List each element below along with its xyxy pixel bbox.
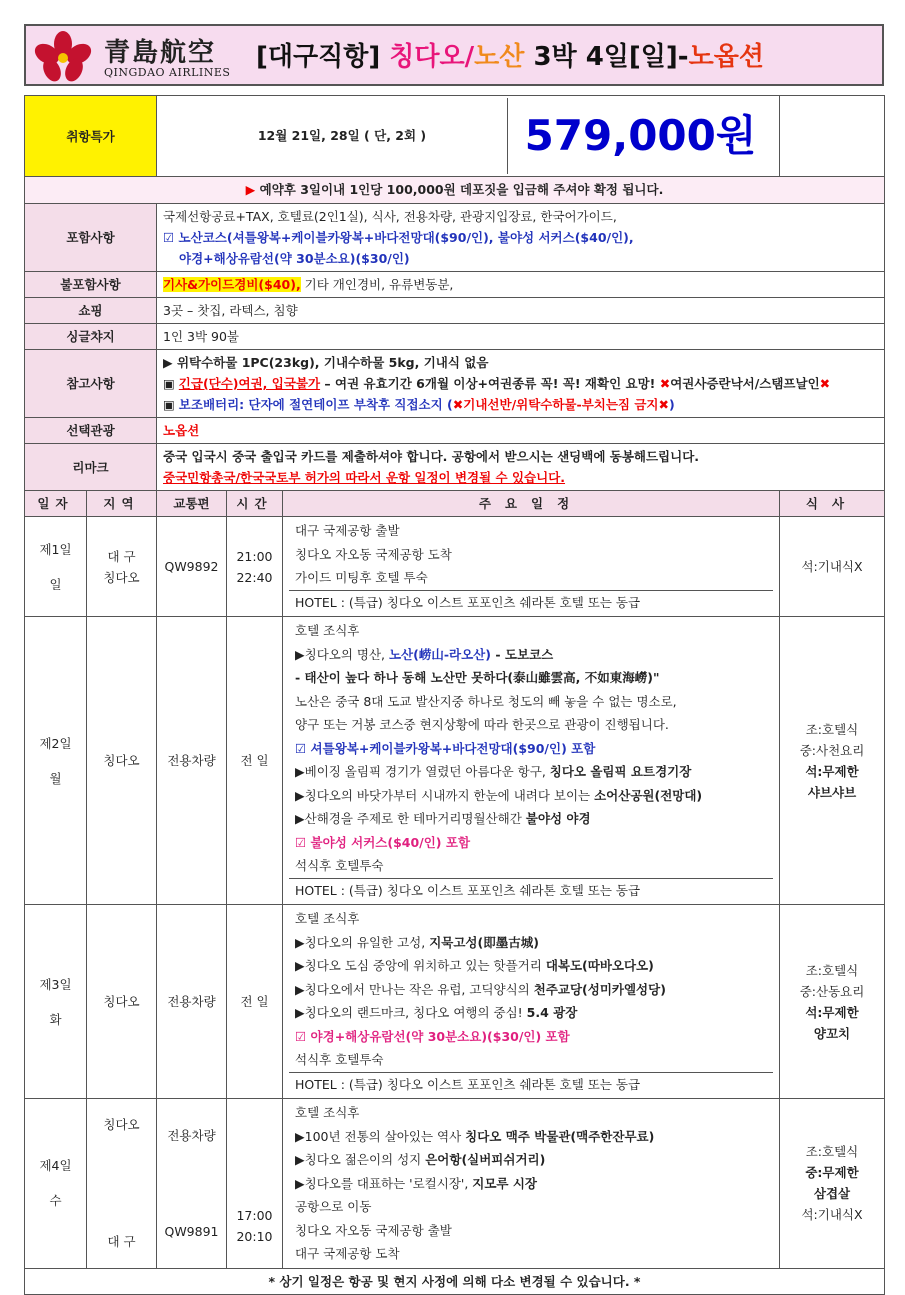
included-label: 포함사항 bbox=[25, 204, 157, 272]
col-date: 일자 bbox=[25, 491, 87, 517]
col-transport: 교통편 bbox=[157, 491, 227, 517]
schedule-line: ▶칭다오에서 만나는 작은 유럽, 고딕양식의 천주교당(성미카엘성당) bbox=[295, 981, 666, 997]
page-title: [대구직항] 칭다오/노산 3박 4일[일]-노옵션 bbox=[256, 42, 764, 72]
footer-row bbox=[25, 1268, 885, 1294]
reference-label: 참고사항 bbox=[25, 350, 157, 418]
x-mark-icon: ✖ bbox=[658, 397, 669, 412]
special-label: 취항특가 bbox=[25, 96, 157, 177]
remark-line-1: 중국 입국시 중국 출입국 카드를 제출하셔야 합니다. 공항에서 받으시는 샌딩백에 동봉해드립니다. bbox=[163, 449, 700, 464]
transport: QW9892 bbox=[157, 517, 227, 617]
included-line-3: 야경+해상유람선(약 30분소요)($30/인) bbox=[179, 251, 410, 266]
weekday-label: 일 bbox=[49, 576, 62, 592]
time: 17:00 bbox=[236, 1208, 273, 1224]
schedule-line: 양구 또는 거봉 코스중 현지상황에 따라 한곳으로 관광이 진행됩니다. bbox=[295, 717, 669, 732]
schedule-line: 석식후 호텔투숙 bbox=[295, 858, 384, 873]
day-2-row bbox=[25, 617, 885, 905]
transport: 전용차량 bbox=[157, 617, 227, 905]
schedule-line: ☑ 야경+해상유람선(약 30분소요)($30/인) 포함 bbox=[295, 1028, 570, 1044]
day-label: 제3일 bbox=[39, 976, 72, 992]
schedule-line: - 태산이 높다 하나 동해 노산만 못하다(泰山雖雲高, 不如東海嶗)" bbox=[295, 670, 660, 685]
schedule-line: ☑ 셔틀왕복+케이블카왕복+바다전망대($90/인) 포함 bbox=[295, 740, 596, 756]
schedule-line: ▶베이징 올림픽 경기가 열렸던 아름다운 항구, 칭다오 올림픽 요트경기장 bbox=[295, 764, 692, 779]
excluded-rest: 기타 개인경비, 유류변동분, bbox=[300, 277, 454, 292]
shopping-value: 3곳 – 찻집, 라텍스, 침향 bbox=[157, 298, 885, 324]
remark-line-2: 중국민항총국/한국국토부 허가의 따라서 운항 일정이 변경될 수 있습니다. bbox=[163, 470, 566, 485]
schedule-line: 호텔 조식후 bbox=[295, 1105, 360, 1120]
day-label: 제1일 bbox=[39, 541, 72, 557]
region: 칭다오 bbox=[87, 905, 157, 1099]
schedule-line: 칭다오 자오동 국제공항 출발 bbox=[295, 1222, 452, 1238]
optional-tour-label: 선택관광 bbox=[25, 418, 157, 444]
transport: 전용차량 bbox=[167, 1127, 216, 1143]
deposit-notice: 예약후 3일이내 1인당 100,000원 데포짓을 입금해 주셔야 확정 됩니다. bbox=[255, 182, 664, 197]
region: 칭다오 bbox=[103, 569, 140, 585]
weekday-label: 화 bbox=[49, 1011, 62, 1027]
included-line-2: ☑ 노산코스(셔틀왕복+케이블카왕복+바다전망대($90/인), 불야성 서커스($40/인), bbox=[163, 230, 634, 245]
time: 20:10 bbox=[236, 1229, 273, 1245]
region: 칭다오 bbox=[103, 1117, 140, 1133]
single-charge-label: 싱글챠지 bbox=[25, 324, 157, 350]
transport: 전용차량 bbox=[157, 905, 227, 1099]
region: 대 구 bbox=[107, 548, 136, 564]
schedule-line: 호텔 조식후 bbox=[295, 623, 360, 638]
guide-fee: 기사&가이드경비($40), bbox=[163, 277, 301, 292]
deposit-notice-row: ▶ 예약후 3일이내 1인당 100,000원 데포짓을 입금해 주셔야 확정 됩니다. bbox=[25, 177, 885, 204]
meal: 조:호텔식 중:사천요리 석:무제한 샤브샤브 bbox=[780, 617, 885, 905]
included-line-1: 국제선항공료+TAX, 호텔료(2인1실), 식사, 전용차량, 관광지입장료, 한국어가이드, bbox=[163, 209, 617, 224]
transport: QW9891 bbox=[164, 1223, 219, 1239]
excluded-label: 불포함사항 bbox=[25, 272, 157, 298]
col-time: 시간 bbox=[227, 491, 283, 517]
reference-line-3: ▣ 보조배터리: 단자에 절연테이프 부착후 직접소지 (✖기내선반/위탁수하물-부치는짐 금지✖) bbox=[163, 397, 675, 412]
remark-label: 리마크 bbox=[25, 444, 157, 491]
schedule-line: 대구 국제공항 출발 bbox=[295, 523, 400, 538]
time: 전 일 bbox=[227, 905, 283, 1099]
reference-row bbox=[25, 350, 885, 418]
day-label: 제4일 bbox=[39, 1158, 72, 1174]
meal: 석:기내식X bbox=[780, 517, 885, 617]
schedule-line: ▶칭다오 젊은이의 성지 은어항(실버피쉬거리) bbox=[295, 1152, 546, 1167]
schedule-line: ▶칭다오의 바닷가부터 시내까지 한눈에 내려다 보이는 소어산공원(전망대) bbox=[295, 787, 703, 803]
schedule-line: 호텔 조식후 bbox=[295, 911, 360, 926]
meal: 조:호텔식 중:산동요리 석:무제한 양꼬치 bbox=[780, 905, 885, 1099]
airline-logo bbox=[32, 30, 242, 82]
meal: 조:호텔식 중:무제한 삼겹살 석:기내식X bbox=[780, 1099, 885, 1269]
header-banner bbox=[24, 24, 884, 86]
weekday-label: 수 bbox=[49, 1193, 62, 1209]
weekday-label: 월 bbox=[49, 770, 62, 786]
schedule-line: 노산은 중국 8대 도교 발산지중 하나로 청도의 빼 놓을 수 없는 명소로, bbox=[295, 693, 677, 709]
included-row bbox=[25, 204, 885, 272]
shopping-label: 쇼핑 bbox=[25, 298, 157, 324]
schedule-line: ▶칭다오를 대표하는 '로컬시장', 지모루 시장 bbox=[295, 1175, 538, 1191]
day-4-row bbox=[25, 1099, 885, 1269]
x-mark-icon: ✖ bbox=[819, 376, 831, 391]
schedule-line: ▶칭다오 도심 중앙에 위치하고 있는 핫플거리 대복도(따바오다오) bbox=[295, 958, 654, 973]
schedule-line: ▶산해경을 주제로 한 테마거리명월산해간 불야성 야경 bbox=[295, 811, 591, 826]
optional-tour-value: 노옵션 bbox=[157, 418, 885, 444]
time: 전 일 bbox=[227, 617, 283, 905]
schedule-line: ▶100년 전통의 살아있는 역사 칭다오 맥주 박물관(맥주한잔무료) bbox=[295, 1128, 655, 1144]
flower-logo-icon bbox=[32, 30, 94, 82]
single-charge-value: 1인 3박 90불 bbox=[157, 324, 885, 350]
logo-english-text: QINGDAO AIRLINES bbox=[104, 66, 231, 79]
x-mark-icon: ✖ bbox=[659, 376, 671, 391]
hotel-line: HOTEL : (특급) 칭다오 이스트 포포인츠 쉐라톤 호텔 또는 동급 bbox=[289, 590, 773, 615]
excluded-row bbox=[25, 272, 885, 298]
shopping-row bbox=[25, 298, 885, 324]
col-meal: 식사 bbox=[780, 491, 885, 517]
x-mark-icon: ✖ bbox=[452, 397, 464, 412]
col-region: 지역 bbox=[87, 491, 157, 517]
day-3-row bbox=[25, 905, 885, 1099]
logo-chinese-text: 青島航空 bbox=[104, 38, 217, 68]
schedule-line: ▶칭다오의 유일한 고성, 지묵고성(即墨古城) bbox=[295, 934, 539, 950]
remark-row bbox=[25, 444, 885, 491]
single-charge-row bbox=[25, 324, 885, 350]
schedule-line: 가이드 미팅후 호텔 투숙 bbox=[295, 570, 428, 585]
hotel-line: HOTEL : (특급) 칭다오 이스트 포포인츠 쉐라톤 호텔 또는 동급 bbox=[289, 1072, 773, 1097]
region: 대 구 bbox=[107, 1234, 136, 1250]
departure-dates: 12월 21일, 28일 ( 단, 2회 ) 579,000원 bbox=[157, 96, 780, 177]
schedule-line: ▶칭다오의 명산, 노산(崂山-라오산) - 도보코스 bbox=[295, 646, 554, 662]
schedule-line: ▶칭다오의 랜드마크, 칭다오 여행의 중심! 5.4 광장 bbox=[295, 1005, 578, 1020]
day-label: 제2일 bbox=[39, 735, 72, 751]
hotel-line: HOTEL : (특급) 칭다오 이스트 포포인츠 쉐라톤 호텔 또는 동급 bbox=[289, 878, 773, 903]
schedule-line: ☑ 불야성 서커스($40/인) 포함 bbox=[295, 834, 471, 850]
region: 칭다오 bbox=[87, 617, 157, 905]
schedule-line: 공항으로 이동 bbox=[295, 1199, 372, 1214]
reference-line-2: ▣ 긴급(단수)여권, 입국불가 – 여권 유효기간 6개월 이상+여권종류 꼭! 꼭! 재확인 요망! ✖여권사증란낙서/스탬프날인✖ bbox=[163, 376, 831, 391]
itinerary-table bbox=[24, 95, 885, 1295]
time: 22:40 bbox=[236, 569, 273, 585]
schedule-line: 석식후 호텔투숙 bbox=[295, 1052, 384, 1067]
reference-line-1: ▶ 위탁수하물 1PC(23kg), 기내수하물 5kg, 기내식 없음 bbox=[163, 355, 489, 370]
price: 579,000원 bbox=[524, 111, 757, 160]
schedule-line: 대구 국제공항 도착 bbox=[295, 1246, 400, 1261]
footer-note: * 상기 일정은 항공 및 현지 사정에 의해 다소 변경될 수 있습니다. * bbox=[25, 1268, 885, 1294]
optional-tour-row bbox=[25, 418, 885, 444]
schedule-header-row bbox=[25, 491, 885, 517]
special-price-row bbox=[25, 96, 885, 177]
day-1-row bbox=[25, 517, 885, 617]
schedule-line: 칭다오 자오동 국제공항 도착 bbox=[295, 546, 452, 562]
time: 21:00 bbox=[236, 548, 273, 564]
col-schedule: 주요일정 bbox=[283, 491, 780, 517]
